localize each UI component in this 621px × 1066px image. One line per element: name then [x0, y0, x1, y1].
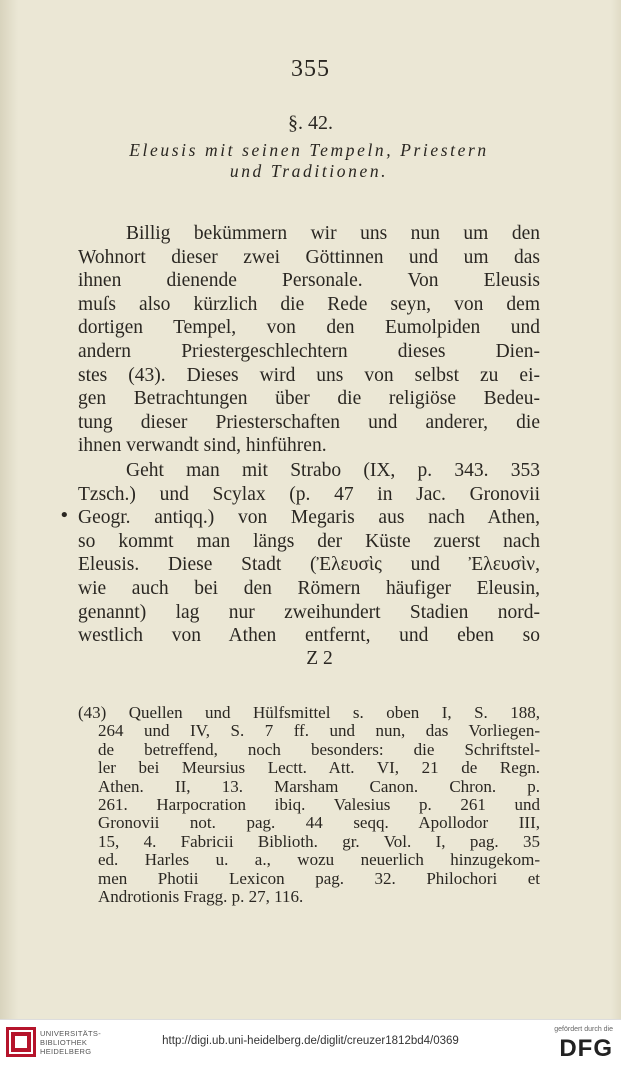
footnote-line: de betreffend, noch besonders: die Schriftstel- [98, 739, 540, 759]
text-line: so kommt man längs der Küste zuerst nach [78, 530, 540, 552]
footnote-line: 15, 4. Fabricii Biblioth. gr. Vol. I, pag. 35 [98, 831, 540, 851]
footnote-line: ler bei Meursius Lectt. Att. VI, 21 de Regn. [98, 758, 540, 778]
library-name-line: HEIDELBERG [40, 1047, 92, 1056]
funded-by-label: gefördert durch die [554, 1026, 613, 1033]
page-edge-shadow [611, 0, 621, 1019]
section-title [78, 140, 540, 182]
text-line: wie auch bei den Römern häufiger Eleusin, [78, 577, 540, 599]
permalink-url[interactable]: http://digi.ub.uni-heidelberg.de/diglit/creuzer1812bd4/0369 [162, 1035, 459, 1047]
page-number: 355 [291, 56, 330, 82]
text-line: muſs also kürzlich die Rede seyn, von dem [78, 293, 540, 315]
footnote-line: Athen. II, 13. Marsham Canon. Chron. p. [98, 776, 540, 796]
footnote-line: ed. Harles u. a., wozu neuerlich hinzugekom- [98, 850, 540, 870]
section-title-line: und Traditionen. [229, 161, 389, 181]
text-line: ihnen verwandt sind, hinführen. [78, 435, 327, 457]
text-line: dortigen Tempel, von den Eumolpiden und [78, 317, 540, 339]
text-line: genannt) lag nur zweihundert Stadien nord- [78, 601, 540, 623]
text-line: Geogr. antiqq.) von Megaris aus nach Athen, [78, 507, 540, 529]
footnote-line: Androtionis Fragg. p. 27, 116. [98, 887, 304, 907]
text-line: Billig bekümmern wir uns nun um den [126, 223, 540, 244]
text-line: Geht man mit Strabo (IX, p. 343. 353 [126, 460, 540, 481]
text-line: westlich von Athen entfernt, und eben so [78, 625, 540, 647]
catchword: Z 2 [306, 648, 333, 669]
text-line: Eleusis. Diese Stadt (Ἐλευσὶς und Ἐλευσὶν, [78, 554, 540, 576]
footnote [78, 703, 540, 907]
footnote-line: 261. Harpocration ibiq. Valesius p. 261 und [98, 795, 540, 815]
dfg-logo[interactable]: DFG [559, 1035, 613, 1062]
margin-mark: • [59, 505, 70, 526]
text-line: ihnen dienende Personale. Von Eleusis [78, 270, 540, 292]
footnote-line: 264 und IV, S. 7 ff. und nun, das Vorliegen- [98, 721, 540, 741]
library-name-line: BIBLIOTHEK [40, 1038, 88, 1047]
text-line: stes (43). Dieses wird uns von selbst zu ei- [78, 364, 540, 386]
viewer-footer [0, 1019, 621, 1066]
section-number: §. 42. [288, 112, 333, 134]
text-line: Tzsch.) und Scylax (p. 47 in Jac. Gronovii [78, 483, 540, 505]
text-line: Wohnort dieser zwei Göttinnen und um das [78, 246, 540, 268]
text-line: tung dieser Priesterschaften und anderer, die [78, 411, 540, 433]
text-line: gen Betrachtungen über die religiöse Bedeu- [78, 388, 540, 410]
section-title-line: Eleusis mit seinen Tempeln, Priestern [129, 140, 489, 160]
paragraph-1 [78, 222, 540, 458]
paragraph-2 [78, 459, 540, 648]
footnote-line: (43) Quellen und Hülfsmittel s. oben I, S. 188, [78, 703, 540, 722]
footnote-line: Gronovii not. pag. 44 seqq. Apollodor III, [98, 813, 540, 833]
footnote-line: men Photii Lexicon pag. 32. Philochori et [98, 868, 540, 888]
text-line: andern Priestergeschlechtern dieses Dien- [78, 340, 540, 362]
page-binding-shadow [0, 0, 18, 1019]
library-name-line: UNIVERSITÄTS- [40, 1029, 101, 1038]
